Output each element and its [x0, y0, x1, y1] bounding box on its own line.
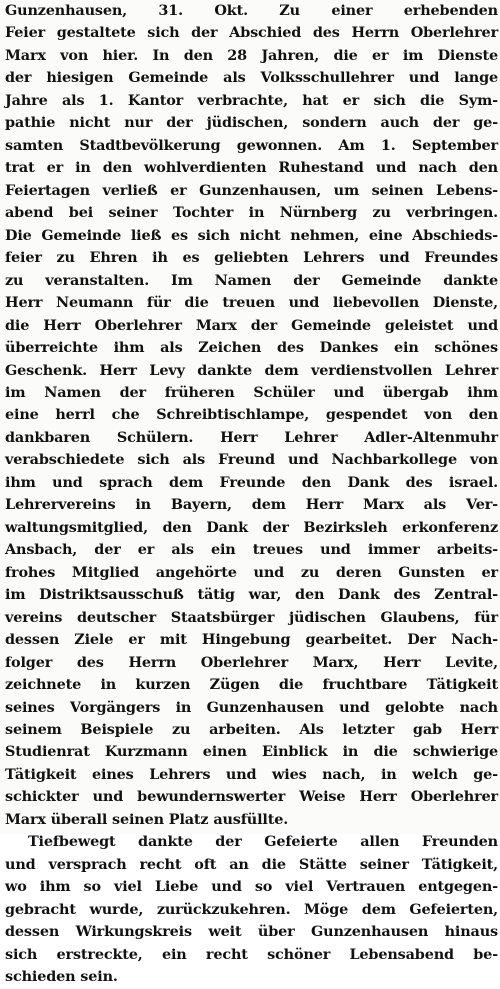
text-line: feier zu Ehren ih es geliebten Lehrers und Freundes — [5, 249, 498, 267]
text-line: im Distriktsausschuß tätig war, den Dank des Zentral- — [5, 586, 498, 604]
text-line: überreichte ihm als Zeichen des Dankes ein schönes — [5, 339, 498, 357]
text-line: eine herrl che Schreibtischlampe, gespendet von den — [5, 406, 498, 424]
text-line: waltungsmitglied, den Dank der Bezirksleh erkonferenz — [5, 518, 498, 536]
text-line: verabschiedete sich als Freund und Nachbarkollege von — [5, 451, 498, 469]
text-line: wo ihm so viel Liebe und so viel Vertrauen entgegen- — [5, 878, 498, 896]
text-line: Jahre als 1. Kantor verbrachte, hat er sich die Sym- — [5, 91, 498, 109]
text-line: Geschenk. Herr Levy dankte dem verdienstvollen Lehrer — [5, 361, 498, 379]
text-line: Herr Neumann für die treuen und liebevollen Dienste, — [5, 294, 498, 312]
text-line: zeichnete in kurzen Zügen die fruchtbare Tätigkeit — [5, 676, 498, 694]
text-line: gebracht wurde, zurückzukehren. Möge dem Gefeierten, — [5, 900, 498, 918]
text-line: ihm und sprach dem Freunde den Dank des israel. — [5, 473, 498, 491]
text-line: Gunzenhausen, 31. Okt. Zu einer erhebenden — [5, 2, 498, 19]
text-line: vereins deutscher Staatsbürger jüdischen Glaubens, für — [5, 608, 498, 626]
text-line: Studienrat Kurzmann einen Einblick in die schwierige — [5, 743, 498, 761]
text-line: die Herr Oberlehrer Marx der Gemeinde geleistet und — [5, 316, 498, 334]
text-line: Feier gestaltete sich der Abschied des Herrn Oberlehrer — [5, 24, 498, 42]
text-line: frohes Mitglied angehörte und zu deren Gunsten er — [5, 563, 498, 581]
text-line: schickter und bewundernswerter Weise Herr Oberlehrer — [5, 788, 498, 806]
text-line: sich erstreckte, ein recht schöner Lebensabend be- — [5, 945, 498, 963]
text-line: Tätigkeit eines Lehrers und wies nach, in welch ge- — [5, 765, 498, 783]
text-line: Marx überall seinen Platz ausfüllte. — [5, 810, 289, 828]
text-line: pathie nicht nur der jüdischen, sondern auch der ge- — [5, 114, 498, 132]
text-line: und versprach recht oft an die Stätte seiner Tätigkeit, — [5, 855, 498, 873]
text-line: Ansbach, der er als ein treues und immer arbeits- — [5, 541, 498, 559]
text-line: Die Gemeinde ließ es sich nicht nehmen, eine Abschieds- — [5, 226, 498, 244]
text-line: Lehrervereins in Bayern, dem Herr Marx als Ver- — [5, 496, 498, 514]
text-line: dessen Ziele er mit Hingebung gearbeitet. Der Nach- — [5, 631, 498, 649]
text-line: im Namen der früheren Schüler und übergab ihm — [5, 383, 498, 401]
text-line: folger des Herrn Oberlehrer Marx, Herr Levite, — [5, 653, 498, 671]
paragraph-2 — [0, 831, 500, 988]
text-line: Feiertagen verließ er Gunzenhausen, um seinen Lebens- — [5, 181, 498, 199]
text-line: dankbaren Schülern. Herr Lehrer Adler-Altenmuhr — [5, 428, 498, 446]
text-line: samten Stadtbevölkerung gewonnen. Am 1. September — [5, 136, 498, 154]
text-line: der hiesigen Gemeinde als Volksschullehrer und lange — [5, 69, 498, 87]
text-line: zu veranstalten. Im Namen der Gemeinde dankte — [5, 271, 498, 289]
text-line: seinem Beispiele zu arbeiten. Als letzter gab Herr — [5, 721, 498, 738]
text-line: schieden sein. — [5, 968, 118, 986]
text-line: abend bei seiner Tochter in Nürnberg zu verbringen. — [5, 204, 498, 222]
text-line: dessen Wirkungskreis weit über Gunzenhausen hinaus — [5, 923, 498, 941]
text-line: Tiefbewegt dankte der Gefeierte allen Freunden — [28, 833, 498, 851]
text-line: trat er in den wohlverdienten Ruhestand und nach den — [5, 159, 498, 177]
text-line: seines Vorgängers in Gunzenhausen und gelobte nach — [5, 698, 498, 716]
text-line: Marx von hier. In den 28 Jahren, die er im Dienste — [5, 46, 498, 64]
